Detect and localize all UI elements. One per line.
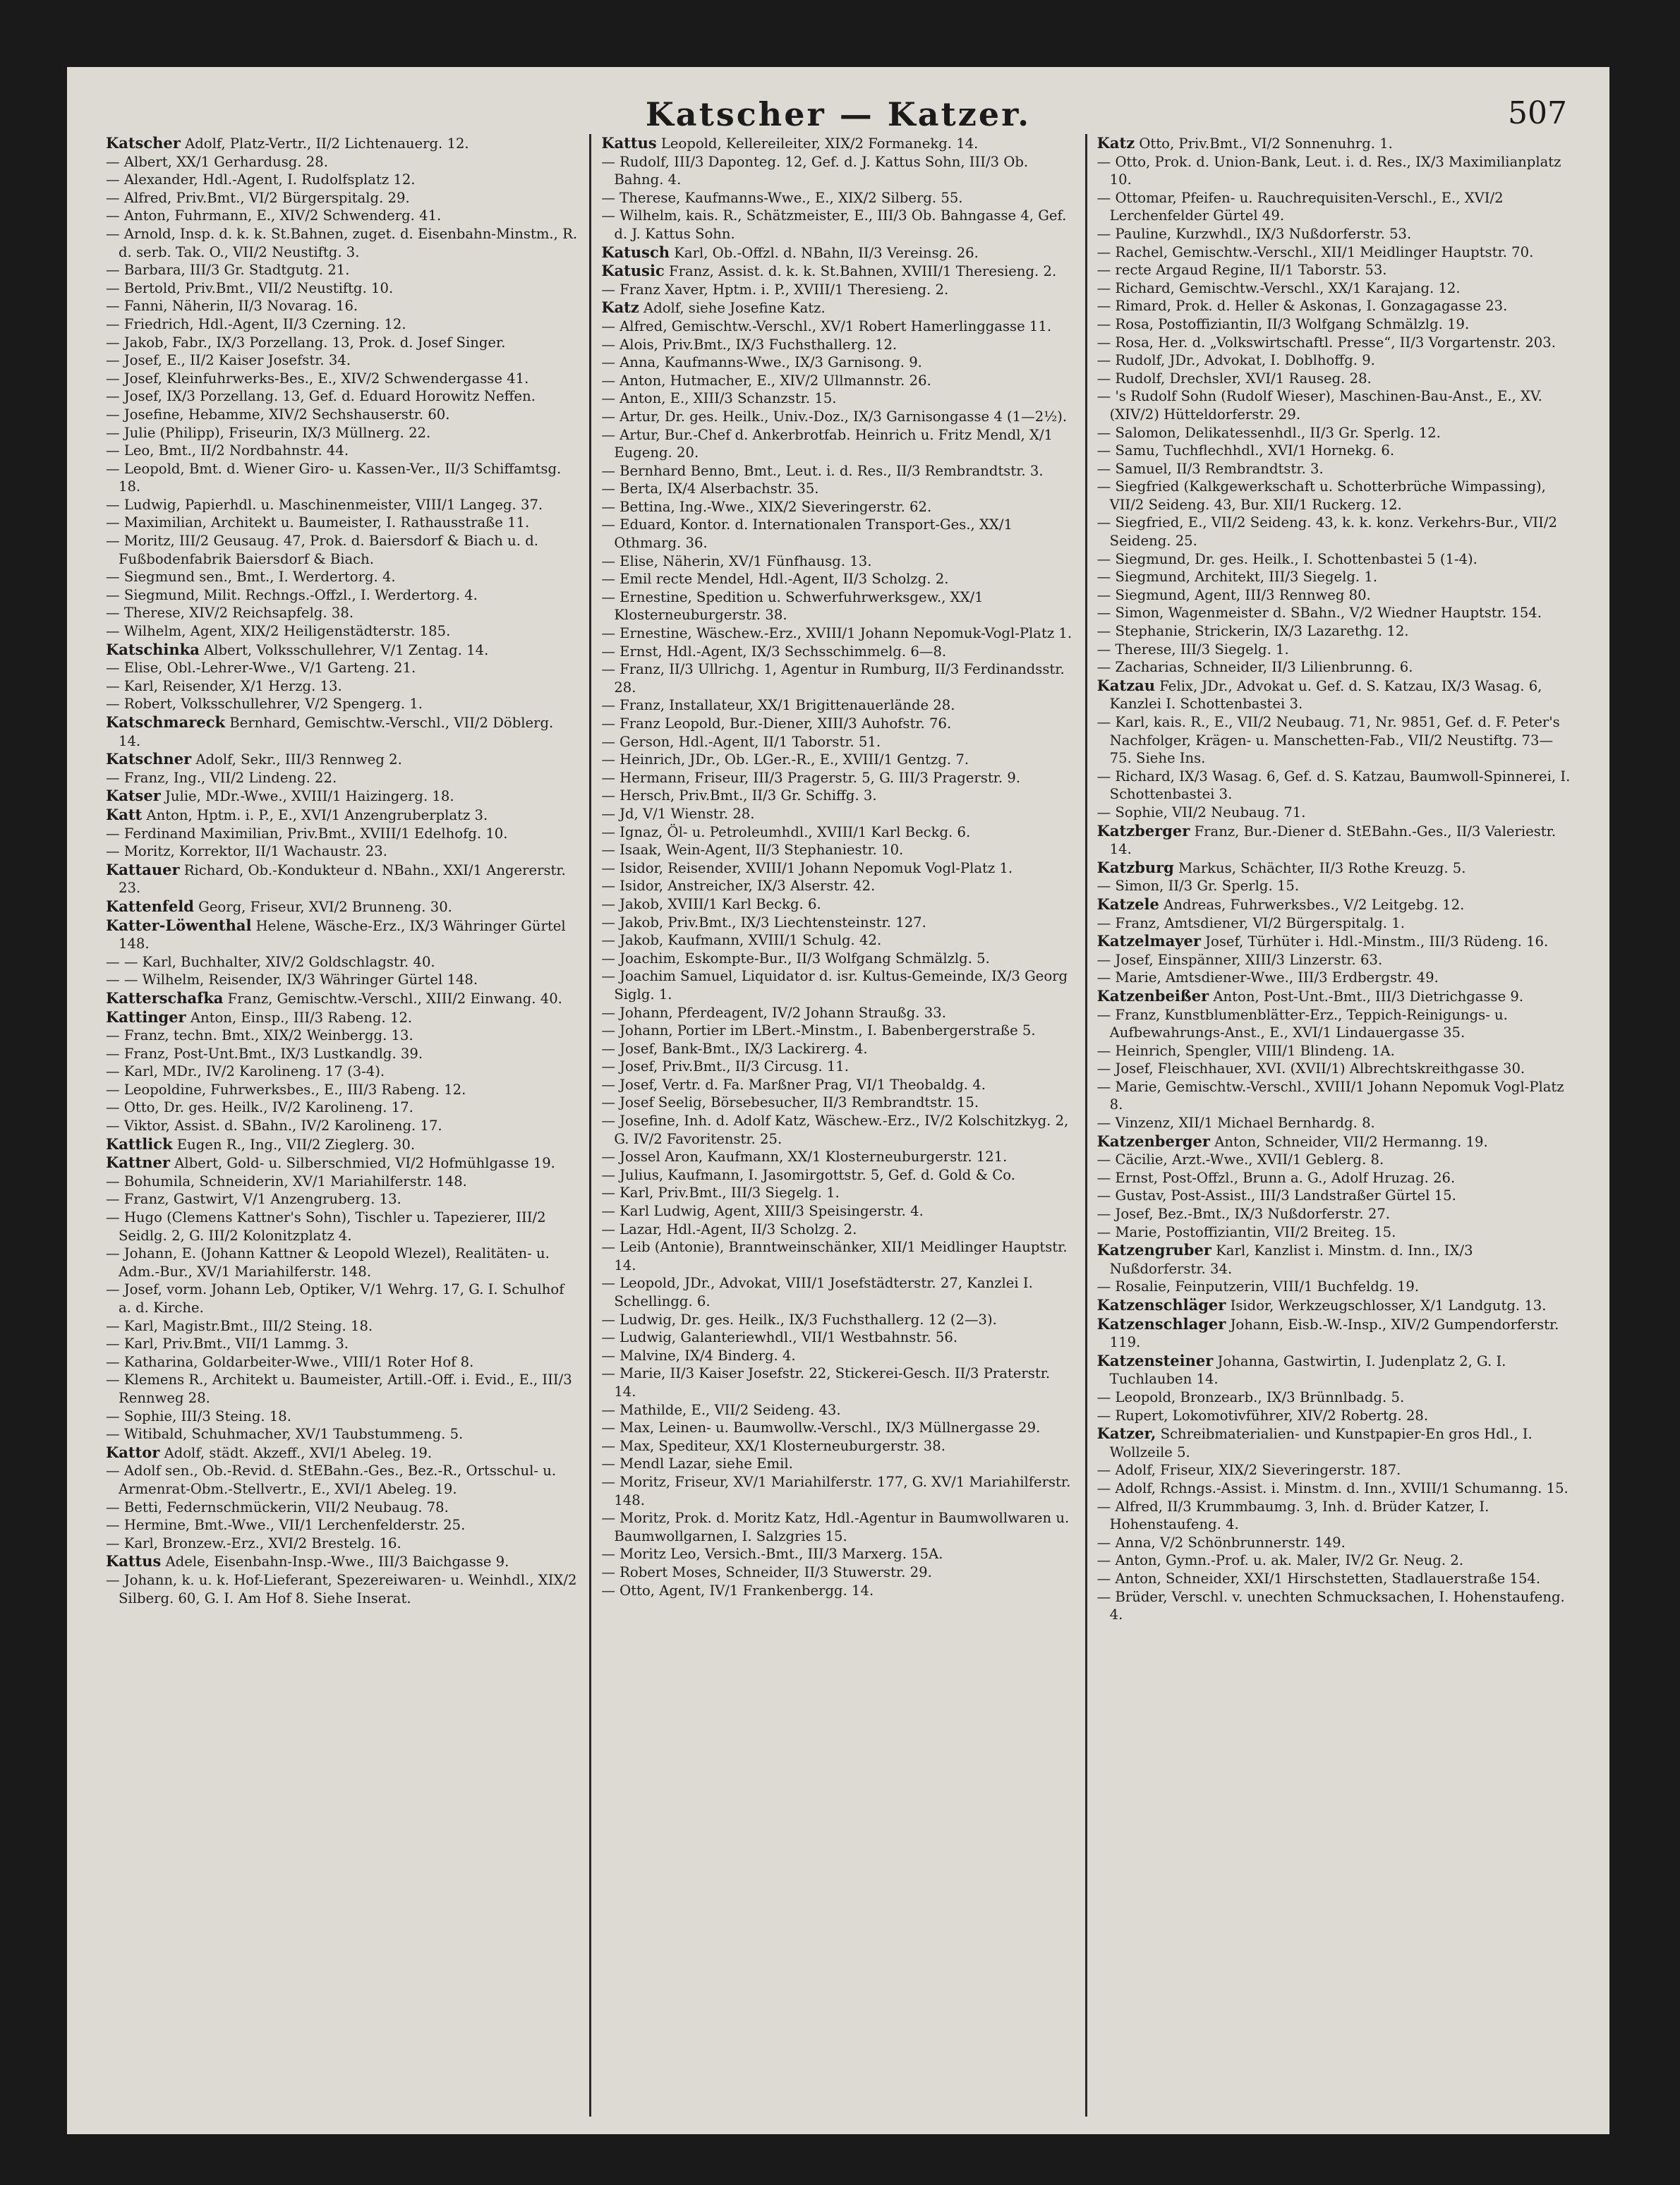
directory-entry: Katzenberger Anton, Schneider, VII/2 Hermanng. 19. (1096, 1132, 1488, 1150)
directory-entry: — 's Rudolf Sohn (Rudolf Wieser), Maschinen-Bau-Anst., E., XV. (XIV/2) Hütteldorferstr. 29. (1096, 388, 1542, 423)
directory-entry: — Ottomar, Pfeifen- u. Rauchrequisiten-Verschl., E., XVI/2 Lerchenfelder Gürtel 49. (1096, 189, 1504, 224)
directory-entry: — Franz, Kunstblumenblätter-Erz., Teppich-Reinigungs- u. Aufbewahrungs-Anst., E., XVI/1 Lindauergasse 35. (1096, 1006, 1508, 1041)
directory-entry: Katzenschlager Johann, Eisb.-W.-Insp., XIV/2 Gumpendorferstr. 119. (1096, 1314, 1559, 1351)
directory-entry: — Julius, Kaufmann, I. Jasomirgottstr. 5, Gef. d. Gold & Co. (601, 1166, 1015, 1183)
directory-entry: — Josef, Fleischhauer, XVI. (XVII/1) Albrechtskreithgasse 30. (1096, 1060, 1525, 1077)
directory-entry: — Eduard, Kontor. d. Internationalen Transport-Ges., XX/1 Othmarg. 36. (601, 516, 1013, 552)
directory-entry: — Karl, Priv.Bmt., III/3 Siegelg. 1. (601, 1185, 840, 1202)
directory-entry: — Hermine, Bmt.-Wwe., VII/1 Lerchenfelderstr. 25. (106, 1517, 466, 1534)
directory-page (67, 67, 1609, 2134)
directory-entry: — Johann, E. (Johann Kattner & Leopold Wlezel), Realitäten- u. Adm.-Bur., XV/1 Mariahilferstr. 148. (106, 1245, 550, 1280)
directory-entry: — Johann, Portier im LBert.-Minstm., I. Babenbergerstraße 5. (601, 1022, 1036, 1039)
directory-entry: — Cäcilie, Arzt.-Wwe., XVII/1 Geblerg. 8. (1096, 1151, 1384, 1168)
directory-entry: — Isidor, Anstreicher, IX/3 Alserstr. 42. (601, 878, 876, 895)
directory-entry: — Robert, Volksschullehrer, V/2 Spengerg. 1. (106, 696, 423, 713)
directory-entry: Katzelmayer Josef, Türhüter i. Hdl.-Minstm., III/3 Rüdeng. 16. (1096, 932, 1549, 950)
directory-entry: — Pauline, Kurzwhdl., IX/3 Nußdorferstr. 53. (1096, 225, 1412, 242)
directory-entry: — Jakob, Kaufmann, XVIII/1 Schulg. 42. (601, 932, 882, 949)
directory-entry: — Samu, Tuchflechhdl., XVI/1 Hornekg. 6. (1096, 442, 1395, 459)
column-left (106, 134, 589, 2117)
directory-entry: — Moritz, Korrektor, II/1 Wachaustr. 23. (106, 843, 387, 860)
directory-entry: Kattor Adolf, städt. Akzeff., XVI/1 Abeleg. 19. (106, 1443, 433, 1461)
directory-entry: — Brüder, Verschl. v. unechten Schmucksachen, I. Hohenstaufeng. 4. (1096, 1588, 1565, 1623)
directory-entry: — Isidor, Reisender, XVIII/1 Johann Nepomuk Vogl-Platz 1. (601, 859, 1013, 876)
directory-entry: Katzengruber Karl, Kanzlist i. Minstm. d. Inn., IX/3 Nußdorferstr. 34. (1096, 1241, 1473, 1277)
directory-entry: — Malvine, IX/4 Binderg. 4. (601, 1347, 796, 1364)
directory-entry: — Otto, Dr. ges. Heilk., IV/2 Karolineng. 17. (106, 1099, 413, 1116)
directory-entry: — Rosalie, Feinputzerin, VIII/1 Buchfeldg. 19. (1096, 1278, 1420, 1295)
directory-entry: — Therese, Kaufmanns-Wwe., E., XIX/2 Silberg. 55. (601, 189, 963, 206)
directory-entry: — Rosa, Postoffiziantin, II/3 Wolfgang Schmälzlg. 19. (1096, 315, 1470, 332)
directory-entry: — Anton, Gymn.-Prof. u. ak. Maler, IV/2 Gr. Neug. 2. (1096, 1552, 1464, 1569)
directory-entry: Katschmareck Bernhard, Gemischtw.-Verschl., VII/2 Döblerg. 14. (106, 713, 554, 749)
directory-entry: — Leib (Antonie), Branntweinschänker, XII/1 Meidlinger Hauptstr. 14. (601, 1239, 1068, 1273)
directory-entry: — Moritz, Friseur, XV/1 Mariahilferstr. 177, G. XV/1 Mariahilferstr. 148. (601, 1473, 1071, 1508)
directory-entry: Katter-Löwenthal Helene, Wäsche-Erz., IX/3 Währinger Gürtel 148. (106, 916, 566, 952)
directory-entry: Katterschafka Franz, Gemischtw.-Verschl., XIII/2 Einwang. 40. (106, 988, 562, 1007)
directory-entry: — Josefine, Hebamme, XIV/2 Sechshauserstr. 60. (106, 406, 450, 423)
directory-entry: — Johann, k. u. k. Hof-Lieferant, Spezereiwaren- u. Weinhdl., XIX/2 Silberg. 60, G. I. Am Hof 8. Siehe Inserat. (106, 1571, 577, 1606)
directory-entry: — Marie, II/3 Kaiser Josefstr. 22, Stickerei-Gesch. II/3 Praterstr. 14. (601, 1365, 1051, 1400)
directory-entry: Katusch Karl, Ob.-Offzl. d. NBahn, II/3 Vereinsg. 26. (601, 243, 979, 261)
directory-entry: — Ernestine, Spedition u. Schwerfuhrwerksgew., XX/1 Klosterneuburgerstr. 38. (601, 588, 984, 624)
directory-entry: — Isaak, Wein-Agent, II/3 Stephaniestr. 10. (601, 842, 904, 859)
directory-entry: — Therese, III/3 Siegelg. 1. (1096, 641, 1289, 658)
directory-entry: — Alexander, Hdl.-Agent, I. Rudolfsplatz 12. (106, 171, 416, 188)
directory-entry: — Franz, Installateur, XX/1 Brigittenauerlände 28. (601, 697, 955, 714)
directory-entry: — Maximilian, Architekt u. Baumeister, I. Rathausstraße 11. (106, 514, 530, 531)
directory-entry: Katzburg Markus, Schächter, II/3 Rothe Kreuzg. 5. (1096, 858, 1466, 876)
directory-entry: — Franz, Post-Unt.Bmt., IX/3 Lustkandlg. 39. (106, 1045, 423, 1062)
directory-entry: Kattus Leopold, Kellereileiter, XIX/2 Formanekg. 14. (601, 134, 979, 152)
directory-entry: — Alois, Priv.Bmt., IX/3 Fuchsthallerg. 12. (601, 336, 898, 353)
directory-entry: — Witibald, Schuhmacher, XV/1 Taubstummeng. 5. (106, 1426, 464, 1443)
directory-entry: — Franz, Gastwirt, V/1 Anzengruberg. 13. (106, 1191, 401, 1208)
directory-entry: — Karl, Bronzew.-Erz., XVI/2 Brestelg. 16. (106, 1535, 401, 1551)
directory-entry: — Richard, IX/3 Wasag. 6, Gef. d. S. Katzau, Baumwoll-Spinnerei, I. Schottenbastei 3. (1096, 768, 1571, 803)
directory-entry: — Hersch, Priv.Bmt., II/3 Gr. Schiffg. 3. (601, 787, 877, 804)
directory-entry: — Joachim Samuel, Liquidator d. isr. Kultus-Gemeinde, IX/3 Georg Siglg. 1. (601, 968, 1068, 1003)
running-title: Katscher — Katzer. (645, 95, 1032, 133)
directory-entry: — Jakob, Priv.Bmt., IX/3 Liechtensteinstr. 127. (601, 914, 926, 931)
directory-entry: — Fanni, Näherin, II/3 Novarag. 16. (106, 298, 358, 315)
directory-entry: — Siegmund, Architekt, III/3 Siegelg. 1. (1096, 569, 1378, 586)
directory-entry: — Viktor, Assist. d. SBahn., IV/2 Karolineng. 17. (106, 1118, 442, 1134)
directory-entry: — Leopoldine, Fuhrwerksbes., E., III/3 Rabeng. 12. (106, 1081, 466, 1098)
directory-entry: — Siegmund, Milit. Rechngs.-Offzl., I. Werdertorg. 4. (106, 586, 478, 603)
directory-entry: Katusic Franz, Assist. d. k. k. St.Bahnen, XVIII/1 Theresieng. 2. (601, 262, 1057, 280)
directory-entry: — Artur, Bur.-Chef d. Ankerbrotfab. Heinrich u. Fritz Mendl, X/1 Eugeng. 20. (601, 426, 1053, 461)
directory-entry: — Zacharias, Schneider, II/3 Lilienbrunng. 6. (1096, 659, 1413, 676)
directory-entry: — Jossel Aron, Kaufmann, XX/1 Klosterneuburgerstr. 121. (601, 1149, 1008, 1166)
directory-entry: — Anton, E., XIII/3 Schanzstr. 15. (601, 390, 837, 407)
directory-entry: — Leopold, JDr., Advokat, VIII/1 Josefstädterstr. 27, Kanzlei I. Schellingg. 6. (601, 1275, 1033, 1309)
directory-entry: Katser Julie, MDr.-Wwe., XVIII/1 Haizingerg. 18. (106, 787, 454, 805)
directory-entry: — Alfred, Gemischtw.-Verschl., XV/1 Robert Hamerlinggasse 11. (601, 317, 1052, 334)
directory-entry: — Franz, II/3 Ullrichg. 1, Agentur in Rumburg, II/3 Ferdinandsstr. 28. (601, 661, 1065, 696)
directory-entry: — Otto, Prok. d. Union-Bank, Leut. i. d. Res., IX/3 Maximilianplatz 10. (1096, 153, 1561, 188)
directory-entry: — Josef, Priv.Bmt., II/3 Circusg. 11. (601, 1058, 849, 1075)
directory-entry: — Josef, Vertr. d. Fa. Marßner Prag, VI/1 Theobaldg. 4. (601, 1076, 986, 1093)
directory-entry: — Johann, Pferdeagent, IV/2 Johann Straußg. 33. (601, 1004, 946, 1021)
directory-entry: — Anna, V/2 Schönbrunnerstr. 149. (1096, 1534, 1346, 1551)
directory-entry: — Jd, V/1 Wienstr. 28. (601, 805, 755, 822)
directory-entry: — Moritz, Prok. d. Moritz Katz, Hdl.-Agentur in Baumwollwaren u. Baumwollgarnen, I. Salzgries 15. (601, 1510, 1070, 1544)
directory-entry: — Marie, Postoffiziantin, VII/2 Breiteg. 15. (1096, 1223, 1396, 1240)
directory-entry: Katzau Felix, JDr., Advokat u. Gef. d. S. Katzau, IX/3 Wasag. 6, Kanzlei I. Schottenbastei 3. (1096, 676, 1542, 713)
directory-entry: — Siegmund sen., Bmt., I. Werdertorg. 4. (106, 569, 396, 586)
directory-entry: — Berta, IX/4 Alserbachstr. 35. (601, 480, 819, 497)
directory-entry: — Simon, Wagenmeister d. SBahn., V/2 Wiedner Hauptstr. 154. (1096, 605, 1542, 622)
directory-entry: — Karl, MDr., IV/2 Karolineng. 17 (3-4). (106, 1063, 385, 1080)
directory-entry: — Samuel, II/3 Rembrandtstr. 3. (1096, 460, 1324, 477)
directory-entry: — Adolf, Friseur, XIX/2 Sieveringerstr. 187. (1096, 1462, 1401, 1479)
directory-entry: — Alfred, II/3 Krummbaumg. 3, Inh. d. Brüder Katzer, I. Hohenstaufeng. 4. (1096, 1498, 1489, 1533)
directory-entry: Katzer, Schreibmaterialien- und Kunstpapier-En gros Hdl., I. Wollzeile 5. (1096, 1424, 1533, 1460)
directory-entry: — Josef, Bank-Bmt., IX/3 Lackirerg. 4. (601, 1040, 868, 1057)
directory-entry: — Jakob, XVIII/1 Karl Beckg. 6. (601, 895, 821, 912)
directory-entry: — Rudolf, Drechsler, XVI/1 Rauseg. 28. (1096, 370, 1372, 387)
directory-entry: — Bernhard Benno, Bmt., Leut. i. d. Res., II/3 Rembrandtstr. 3. (601, 462, 1044, 479)
directory-entry: Katz Adolf, siehe Josefine Katz. (601, 298, 826, 317)
directory-entry: Katzele Andreas, Fuhrwerksbes., V/2 Leitgebg. 12. (1096, 895, 1465, 913)
directory-entry: — Alfred, Priv.Bmt., VI/2 Bürgerspitalg. 29. (106, 189, 410, 206)
directory-entry: — Ignaz, Öl- u. Petroleumhdl., XVIII/1 Karl Beckg. 6. (601, 823, 971, 840)
directory-entry: Katzensteiner Johanna, Gastwirtin, I. Judenplatz 2, G. I. Tuchlauben 14. (1096, 1351, 1506, 1388)
directory-entry: Katscher Adolf, Platz-Vertr., II/2 Lichtenauerg. 12. (106, 134, 469, 152)
directory-entry: — Adolf sen., Ob.-Revid. d. StEBahn.-Ges., Bez.-R., Ortsschul- u. Armenrat-Obm.-Stellvertr., E., XVI/1 Abeleg. 19. (106, 1463, 557, 1497)
directory-entry: — Wilhelm, Agent, XIX/2 Heiligenstädterstr. 185. (106, 623, 451, 640)
directory-entry: — Ernestine, Wäschew.-Erz., XVIII/1 Johann Nepomuk-Vogl-Platz 1. (601, 625, 1072, 642)
directory-entry: — Karl Ludwig, Agent, XIII/3 Speisingerstr. 4. (601, 1203, 924, 1220)
directory-entry: — Rosa, Her. d. „Volkswirtschaftl. Presse“, II/3 Vorgartenstr. 203. (1096, 334, 1556, 351)
directory-entry: — Marie, Amtsdiener-Wwe., III/3 Erdbergstr. 49. (1096, 969, 1439, 986)
directory-entry: — Moritz, III/2 Geusaug. 47, Prok. d. Baiersdorf & Biach u. d. Fußbodenfabrik Baiersdorf & Biach. (106, 533, 539, 567)
directory-entry: — Rudolf, III/3 Daponteg. 12, Gef. d. J. Kattus Sohn, III/3 Ob. Bahng. 4. (601, 153, 1029, 188)
directory-entry: — Robert Moses, Schneider, II/3 Stuwerstr. 29. (601, 1563, 932, 1580)
directory-entry: — Franz, Amtsdiener, VI/2 Bürgerspitalg. 1. (1096, 914, 1405, 931)
directory-entry: — Karl, Reisender, X/1 Herzg. 13. (106, 677, 342, 694)
directory-entry: — Rupert, Lokomotivführer, XIV/2 Robertg. 28. (1096, 1407, 1429, 1424)
directory-entry: — Elise, Näherin, XV/1 Fünfhausg. 13. (601, 552, 872, 569)
directory-entry: — Adolf, Rchngs.-Assist. i. Minstm. d. Inn., XVIII/1 Schumanng. 15. (1096, 1479, 1569, 1496)
directory-entry: — Anton, Schneider, XXI/1 Hirschstetten, Stadlauerstraße 154. (1096, 1570, 1541, 1587)
directory-entry: — Hugo (Clemens Kattner's Sohn), Tischler u. Tapezierer, III/2 Seidlg. 2, G. III/2 Kolonitzplatz 4. (106, 1209, 546, 1244)
directory-entry: — Hermann, Friseur, III/3 Pragerstr. 5, G. III/3 Pragerstr. 9. (601, 769, 1021, 786)
directory-entry: — Bohumila, Schneiderin, XV/1 Mariahilferstr. 148. (106, 1173, 467, 1190)
directory-entry: — Lazar, Hdl.-Agent, II/3 Scholzg. 2. (601, 1221, 857, 1237)
directory-entry: — Klemens R., Architekt u. Baumeister, Artill.-Off. i. Evid., E., III/3 Rennweg 28. (106, 1372, 572, 1406)
directory-entry: — Ernst, Hdl.-Agent, IX/3 Sechsschimmelg. 6—8. (601, 643, 947, 660)
directory-entry: — Richard, Gemischtw.-Verschl., XX/1 Karajang. 12. (1096, 279, 1461, 296)
directory-entry: — Barbara, III/3 Gr. Stadtgutg. 21. (106, 262, 350, 279)
directory-entry: — Josef, Bez.-Bmt., IX/3 Nußdorferstr. 27. (1096, 1206, 1391, 1223)
directory-entry: — — Karl, Buchhalter, XIV/2 Goldschlagstr. 40. (106, 953, 435, 970)
directory-entry: — Simon, II/3 Gr. Sperlg. 15. (1096, 878, 1300, 895)
directory-entry: Kattlick Eugen R., Ing., VII/2 Zieglerg. 30. (106, 1134, 416, 1153)
directory-entry: — Franz, techn. Bmt., XIX/2 Weinbergg. 13. (106, 1027, 413, 1044)
directory-entry: — Bertold, Priv.Bmt., VII/2 Neustiftg. 10. (106, 279, 394, 296)
directory-entry: — Karl, Priv.Bmt., VII/1 Lammg. 3. (106, 1336, 349, 1352)
directory-entry: Katschner Adolf, Sekr., III/3 Rennweg 2. (106, 750, 402, 768)
directory-entry: — Sophie, VII/2 Neubaug. 71. (1096, 804, 1306, 821)
directory-entry: Katt Anton, Hptm. i. P., E., XVI/1 Anzengruberplatz 3. (106, 805, 488, 823)
column-middle (589, 134, 1084, 2117)
directory-entry: — Vinzenz, XII/1 Michael Bernhardg. 8. (1096, 1115, 1375, 1132)
directory-columns (106, 134, 1581, 2117)
directory-entry: — Max, Leinen- u. Baumwollw.-Verschl., IX/3 Müllnergasse 29. (601, 1420, 1041, 1436)
directory-entry: — Moritz Leo, Versich.-Bmt., III/3 Marxerg. 15A. (601, 1546, 943, 1563)
directory-entry: — Gustav, Post-Assist., III/3 Landstraßer Gürtel 15. (1096, 1187, 1456, 1204)
directory-entry: — Ludwig, Dr. ges. Heilk., IX/3 Fuchsthallerg. 12 (2—3). (601, 1311, 997, 1328)
directory-entry: — Josef Seelig, Börsebesucher, II/3 Rembrandtstr. 15. (601, 1094, 979, 1111)
directory-entry: — Katharina, Goldarbeiter-Wwe., VIII/1 Roter Hof 8. (106, 1353, 474, 1370)
directory-entry: — Stephanie, Strickerin, IX/3 Lazarethg. 12. (1096, 623, 1409, 640)
directory-entry: — Ludwig, Papierhdl. u. Maschinenmeister, VIII/1 Langeg. 37. (106, 496, 543, 513)
column-right (1085, 134, 1581, 2117)
directory-entry: — Joachim, Eskompte-Bur., II/3 Wolfgang Schmälzlg. 5. (601, 950, 990, 967)
directory-entry: — Franz Leopold, Bur.-Diener, XIII/3 Auhofstr. 76. (601, 715, 952, 732)
directory-entry: — Jakob, Fabr., IX/3 Porzellang. 13, Prok. d. Josef Singer. (106, 334, 506, 351)
directory-entry: — Elise, Obl.-Lehrer-Wwe., V/1 Garteng. 21. (106, 660, 416, 677)
directory-entry: — Sophie, III/3 Steing. 18. (106, 1408, 291, 1424)
directory-entry: — Ludwig, Galanteriewhdl., VII/1 Westbahnstr. 56. (601, 1329, 958, 1346)
directory-entry: — Siegmund, Agent, III/3 Rennweg 80. (1096, 586, 1371, 603)
directory-entry: — Bettina, Ing.-Wwe., XIX/2 Sieveringerstr. 62. (601, 498, 932, 515)
directory-entry: — Marie, Gemischtw.-Verschl., XVIII/1 Johann Nepomuk Vogl-Platz 8. (1096, 1078, 1564, 1113)
directory-entry: Kattus Adele, Eisenbahn-Insp.-Wwe., III/3 Baichgasse 9. (106, 1552, 509, 1570)
directory-entry: — Ernst, Post-Offzl., Brunn a. G., Adolf Hruzag. 26. (1096, 1169, 1456, 1186)
directory-entry: Katschinka Albert, Volksschullehrer, V/1 Zentag. 14. (106, 640, 489, 658)
directory-entry: Katzenbeißer Anton, Post-Unt.-Bmt., III/3 Dietrichgasse 9. (1096, 986, 1524, 1005)
directory-entry: — Josef, IX/3 Porzellang. 13, Gef. d. Eduard Horowitz Neffen. (106, 388, 536, 405)
directory-entry: — Ferdinand Maximilian, Priv.Bmt., XVIII/1 Edelhofg. 10. (106, 825, 508, 842)
directory-entry: — Mendl Lazar, siehe Emil. (601, 1455, 793, 1472)
directory-entry: Katzenschläger Isidor, Werkzeugschlosser, X/1 Landgutg. 13. (1096, 1296, 1547, 1314)
directory-entry: — Josef, Kleinfuhrwerks-Bes., E., XIV/2 Schwendergasse 41. (106, 370, 529, 387)
directory-entry: — Albert, XX/1 Gerhardusg. 28. (106, 153, 328, 170)
directory-entry: — Emil recte Mendel, Hdl.-Agent, II/3 Scholzg. 2. (601, 571, 949, 588)
directory-entry: — Josefine, Inh. d. Adolf Katz, Wäschew.-Erz., IV/2 Kolschitzkyg. 2, G. IV/2 Favoritenstr. 25. (601, 1113, 1069, 1147)
directory-entry: — Julie (Philipp), Friseurin, IX/3 Müllnerg. 22. (106, 424, 431, 441)
directory-entry: — Gerson, Hdl.-Agent, II/1 Taborstr. 51. (601, 733, 881, 750)
directory-entry: Katzberger Franz, Bur.-Diener d. StEBahn.-Ges., II/3 Valeriestr. 14. (1096, 821, 1557, 858)
directory-entry: — Josef, vorm. Johann Leb, Optiker, V/1 Wehrg. 17, G. I. Schulhof a. d. Kirche. (106, 1281, 564, 1316)
directory-entry: Kattner Albert, Gold- u. Silberschmied, VI/2 Hofmühlgasse 19. (106, 1154, 555, 1172)
directory-entry: — Betti, Federnschmückerin, VII/2 Neubaug. 78. (106, 1499, 449, 1515)
directory-entry: — Karl, Magistr.Bmt., III/2 Steing. 18. (106, 1317, 373, 1334)
directory-entry: — Salomon, Delikatessenhdl., II/3 Gr. Sperlg. 12. (1096, 424, 1441, 441)
directory-entry: — Heinrich, Spengler, VIII/1 Blindeng. 1A. (1096, 1042, 1395, 1059)
directory-entry: — Anton, Fuhrmann, E., XIV/2 Schwenderg. 41. (106, 207, 442, 224)
page-number: 507 (1508, 95, 1567, 131)
directory-entry: Kattauer Richard, Ob.-Kondukteur d. NBahn., XXI/1 Angererstr. 23. (106, 860, 566, 897)
directory-entry: — Franz Xaver, Hptm. i. P., XVIII/1 Theresieng. 2. (601, 281, 949, 298)
directory-entry: Kattinger Anton, Einsp., III/3 Rabeng. 12. (106, 1007, 413, 1026)
directory-entry: — Siegmund, Dr. ges. Heilk., I. Schottenbastei 5 (1-4). (1096, 550, 1477, 567)
directory-entry: — Rudolf, JDr., Advokat, I. Doblhoffg. 9. (1096, 352, 1375, 369)
directory-entry: — Franz, Ing., VII/2 Lindeng. 22. (106, 769, 337, 786)
directory-entry: — Siegfried (Kalkgewerkschaft u. Schotterbrüche Wimpassing), VII/2 Seideng. 43, Bur. XII/1 Ruckerg. 12. (1096, 478, 1546, 513)
directory-entry: — Rimard, Prok. d. Heller & Askonas, I. Gonzagagasse 23. (1096, 298, 1508, 315)
directory-entry: — — Wilhelm, Reisender, IX/3 Währinger Gürtel 148. (106, 972, 478, 988)
directory-entry: Katz Otto, Priv.Bmt., VI/2 Sonnenuhrg. 1. (1096, 134, 1393, 152)
directory-entry: — Mathilde, E., VII/2 Seideng. 43. (601, 1401, 841, 1418)
directory-entry: — Leopold, Bronzearb., IX/3 Brünnlbadg. 5. (1096, 1388, 1405, 1405)
directory-entry: — Leopold, Bmt. d. Wiener Giro- u. Kassen-Ver., II/3 Schiffamtsg. 18. (106, 460, 562, 495)
directory-entry: — Siegfried, E., VII/2 Seideng. 43, k. k. konz. Verkehrs-Bur., VII/2 Seideng. 25. (1096, 514, 1557, 550)
directory-entry: — Anton, Hutmacher, E., XIV/2 Ullmannstr. 26. (601, 372, 931, 389)
directory-entry: — Wilhelm, kais. R., Schätzmeister, E., III/3 Ob. Bahngasse 4, Gef. d. J. Kattus Sohn. (601, 207, 1067, 242)
directory-entry: — Otto, Agent, IV/1 Frankenbergg. 14. (601, 1582, 874, 1599)
directory-entry: Kattenfeld Georg, Friseur, XVI/2 Brunneng. 30. (106, 897, 452, 915)
directory-entry: — Max, Spediteur, XX/1 Klosterneuburgerstr. 38. (601, 1437, 945, 1454)
directory-entry: — Leo, Bmt., II/2 Nordbahnstr. 44. (106, 442, 349, 459)
directory-entry: — Heinrich, JDr., Ob. LGer.-R., E., XVIII/1 Gentzg. 7. (601, 751, 969, 768)
directory-entry: — Josef, Einspänner, XIII/3 Linzerstr. 63. (1096, 951, 1383, 968)
directory-entry: — Anna, Kaufmanns-Wwe., IX/3 Garnisong. 9. (601, 354, 922, 371)
directory-entry: — Josef, E., II/2 Kaiser Josefstr. 34. (106, 352, 351, 369)
directory-entry: — Rachel, Gemischtw.-Verschl., XII/1 Meidlinger Hauptstr. 70. (1096, 243, 1534, 260)
directory-entry: — Friedrich, Hdl.-Agent, II/3 Czerning. 12. (106, 315, 406, 332)
directory-entry: — recte Argaud Regine, II/1 Taborstr. 53. (1096, 262, 1387, 279)
directory-entry: — Arnold, Insp. d. k. k. St.Bahnen, zuget. d. Eisenbahn-Minstm., R. d. serb. Tak. O., VII/2 Neustiftg. 3. (106, 225, 578, 260)
directory-entry: — Karl, kais. R., E., VII/2 Neubaug. 71, Nr. 9851, Gef. d. F. Peter's Nachfolger, Krägen- u. Manschetten-Fab., VII/2 Neustiftg. 73—75. Siehe Ins. (1096, 714, 1560, 767)
directory-entry: — Artur, Dr. ges. Heilk., Univ.-Doz., IX/3 Garnisongasse 4 (1—2½). (601, 408, 1068, 425)
directory-entry: — Therese, XIV/2 Reichsapfelg. 38. (106, 605, 354, 622)
